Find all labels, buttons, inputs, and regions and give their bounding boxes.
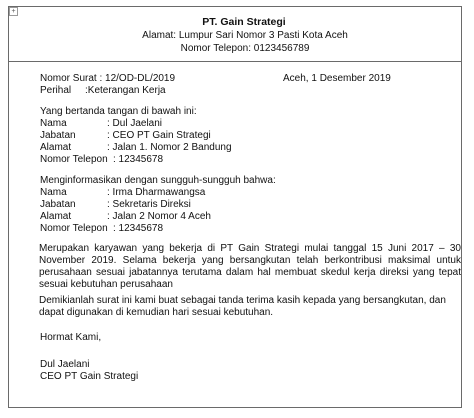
company-phone: Nomor Telepon: 0123456789 [180,43,310,54]
body-paragraph: Merupakan karyawan yang bekerja di PT Gain Strategi mulai tanggal 15 Juni 2017 – 30 November 2019. Selama bekerja yang bersangkutan telah berkontribusi maksimal untuk perusahaan sesuai jabatannya terutama dalam hal membuat skedul kerja direksi yang tepat sesuai kebutuhan perusahaan [39,243,461,290]
intro-text: Yang bertanda tangan di bawah ini: [40,106,197,117]
letter-number: Nomor Surat : 12/OD-DL/2019 [40,73,176,84]
signature-name: Dul Jaelani [40,359,90,370]
company-address: Alamat: Lumpur Sari Nomor 3 Pasti Kota Aceh [142,30,348,41]
signer-address-label: Alamat [40,142,72,153]
subject-label: Perihal [40,85,72,96]
signer-phone-value: : 12345678 [113,154,164,165]
subject-value: :Keterangan Kerja [85,85,166,96]
table-move-handle-icon[interactable]: + [9,7,18,16]
employee-address-label: Alamat [40,211,72,222]
employee-phone-value: : 12345678 [113,223,164,234]
signature-title: CEO PT Gain Strategi [40,371,139,382]
company-name: PT. Gain Strategi [202,16,286,28]
employee-address-value: : Jalan 2 Nomor 4 Aceh [107,211,211,222]
closing-paragraph: Demikianlah surat ini kami buat sebagai tanda terima kasih kepada yang bersangkutan, dan dapat digunakan di kemudian hari sesuai kebutuhan. [39,295,446,318]
employee-phone-label: Nomor Telepon [40,223,108,234]
employee-name-label: Nama [40,187,67,198]
place-date: Aceh, 1 Desember 2019 [283,73,391,84]
signer-title-label: Jabatan [40,130,76,141]
header-divider [9,61,461,62]
signer-name-label: Nama [40,118,67,129]
inform-text: Menginformasikan dengan sungguh-sungguh bahwa: [40,175,276,186]
employee-title-value: : Sekretaris Direksi [107,199,191,210]
employee-title-label: Jabatan [40,199,76,210]
employee-name-value: : Irma Dharmawangsa [107,187,206,198]
letter-table-frame [8,6,462,408]
signer-title-value: : CEO PT Gain Strategi [107,130,211,141]
signer-phone-label: Nomor Telepon [40,154,108,165]
salutation: Hormat Kami, [40,332,102,343]
signer-name-value: : Dul Jaelani [107,118,163,129]
signer-address-value: : Jalan 1. Nomor 2 Bandung [107,142,232,153]
